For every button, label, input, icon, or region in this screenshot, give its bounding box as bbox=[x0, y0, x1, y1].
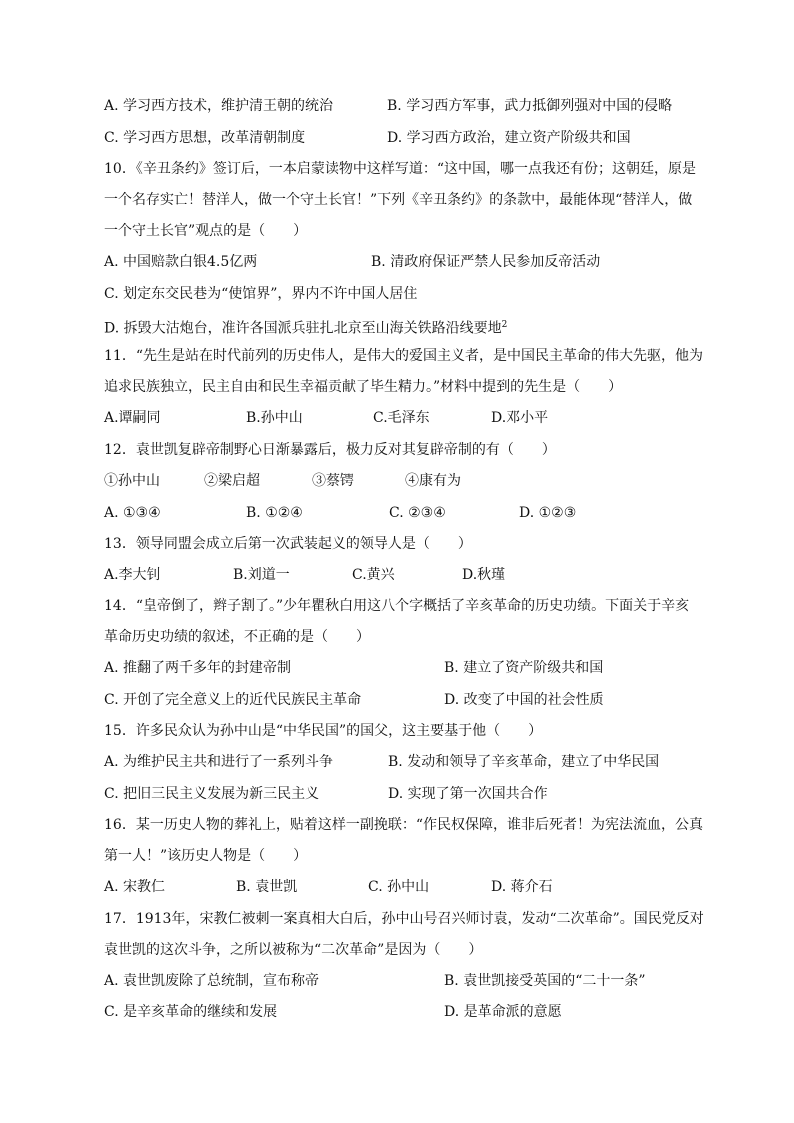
q12-item-1: ①孙中山 bbox=[104, 473, 160, 489]
q14-option-a: A. 推翻了两千多年的封建帝制 bbox=[104, 660, 292, 676]
q17-option-d: D. 是革命派的意愿 bbox=[444, 1004, 562, 1020]
q16-stem-line2: 第一人！”该历史人物是（ ） bbox=[104, 848, 308, 864]
q13-option-b: B.刘道一 bbox=[233, 567, 290, 583]
q11-option-b: B.孙中山 bbox=[246, 410, 303, 426]
q10-option-d bbox=[104, 315, 507, 335]
q11-option-a: A.谭嗣同 bbox=[104, 410, 161, 426]
q11-option-c: C.毛泽东 bbox=[373, 410, 430, 426]
q17-option-a: A. 袁世凯废除了总统制，宣布称帝 bbox=[104, 973, 320, 989]
q12-option-c: C. ②③④ bbox=[389, 505, 446, 521]
q16-option-d: D. 蒋介石 bbox=[491, 879, 553, 895]
q15-option-b: B. 发动和领导了辛亥革命，建立了中华民国 bbox=[388, 754, 660, 770]
q12-option-a: A. ①③④ bbox=[104, 505, 161, 521]
q15-option-c: C. 把旧三民主义发展为新三民主义 bbox=[104, 786, 320, 802]
q12-item-3: ③蔡锷 bbox=[312, 473, 354, 489]
q10-option-d-mark: 2 bbox=[501, 320, 508, 330]
q10-option-c: C. 划定东交民巷为“使馆界”，界内不许中国人居住 bbox=[104, 286, 418, 302]
q16-option-c: C. 孙中山 bbox=[368, 879, 430, 895]
q10-option-d-text: D. 拆毁大沽炮台，准许各国派兵驻扎北京至山海关铁路沿线要地 bbox=[104, 320, 502, 337]
q10-stem-line2: 一个名存实亡！替洋人，做一个守土长官！”下列《辛丑条约》的条款中，最能体现“替洋人，做 bbox=[104, 192, 693, 208]
q12-option-d: D. ①②③ bbox=[519, 505, 577, 521]
q14-option-d: D. 改变了中国的社会性质 bbox=[444, 692, 604, 708]
q16-option-b: B. 袁世凯 bbox=[236, 879, 298, 895]
q11-stem-line1: 11．“先生是站在时代前列的历史伟人，是伟大的爱国主义者，是中国民主革命的伟大先驱，他为 bbox=[104, 348, 703, 364]
q9-option-b: B. 学习西方军事，武力抵御列强对中国的侵略 bbox=[387, 98, 673, 114]
q14-stem-line2: 革命历史功绩的叙述，不正确的是（ ） bbox=[104, 629, 370, 645]
q15-stem: 15．许多民众认为孙中山是“中华民国”的国父，这主要基于他（ ） bbox=[104, 723, 543, 739]
q12-stem: 12．袁世凯复辟帝制野心日渐暴露后，极力反对其复辟帝制的有（ ） bbox=[104, 442, 556, 458]
q13-stem: 13．领导同盟会成立后第一次武装起义的领导人是（ ） bbox=[104, 536, 472, 552]
q10-option-a: A. 中国赔款白银4.5亿两 bbox=[104, 254, 258, 270]
q16-option-a: A. 宋教仁 bbox=[104, 879, 166, 895]
q17-option-b: B. 袁世凯接受英国的“二十一条” bbox=[444, 973, 646, 989]
q16-stem-line1: 16．某一历史人物的葬礼上，贴着这样一副挽联：“作民权保障，谁非后死者！为宪法流血，公真 bbox=[104, 817, 703, 833]
q12-option-b: B. ①②④ bbox=[246, 505, 303, 521]
q14-option-c: C. 开创了完全意义上的近代民族民主革命 bbox=[104, 692, 362, 708]
q12-item-2: ②梁启超 bbox=[204, 473, 260, 489]
q17-stem-line1: 17．1913年，宋教仁被刺一案真相大白后，孙中山号召兴师讨袁，发动“二次革命”。国民党反对 bbox=[104, 911, 704, 927]
q10-stem-line1: 10．《辛丑条约》签订后，一本启蒙读物中这样写道：“这中国，哪一点我还有份；这朝廷，原是 bbox=[104, 161, 696, 177]
q13-option-d: D.秋瑾 bbox=[462, 567, 506, 583]
q15-option-a: A. 为维护民主共和进行了一系列斗争 bbox=[104, 754, 334, 770]
q11-stem-line2: 追求民族独立，民主自由和民生幸福贡献了毕生精力。”材料中提到的先生是（ ） bbox=[104, 379, 623, 395]
q11-option-d: D.邓小平 bbox=[491, 410, 549, 426]
q10-option-b: B. 清政府保证严禁人民参加反帝活动 bbox=[371, 254, 601, 270]
q9-option-a: A. 学习西方技术，维护清王朝的统治 bbox=[104, 98, 334, 114]
q13-option-c: C.黄兴 bbox=[352, 567, 395, 583]
q17-option-c: C. 是辛亥革命的继续和发展 bbox=[104, 1004, 278, 1020]
q9-option-c: C. 学习西方思想，改革清朝制度 bbox=[104, 130, 306, 146]
q10-stem-line3: 一个守土长官”观点的是（ ） bbox=[104, 223, 308, 239]
q17-stem-line2: 袁世凯的这次斗争，之所以被称为“二次革命”是因为（ ） bbox=[104, 942, 483, 958]
q15-option-d: D. 实现了第一次国共合作 bbox=[388, 786, 548, 802]
q12-item-4: ④康有为 bbox=[405, 473, 461, 489]
q13-option-a: A.李大钊 bbox=[104, 567, 161, 583]
q14-stem-line1: 14．“皇帝倒了，辫子割了。”少年瞿秋白用这八个字概括了辛亥革命的历史功绩。下面关于辛亥 bbox=[104, 598, 690, 614]
q9-option-d: D. 学习西方政治，建立资产阶级共和国 bbox=[387, 130, 631, 146]
q14-option-b: B. 建立了资产阶级共和国 bbox=[444, 660, 604, 676]
